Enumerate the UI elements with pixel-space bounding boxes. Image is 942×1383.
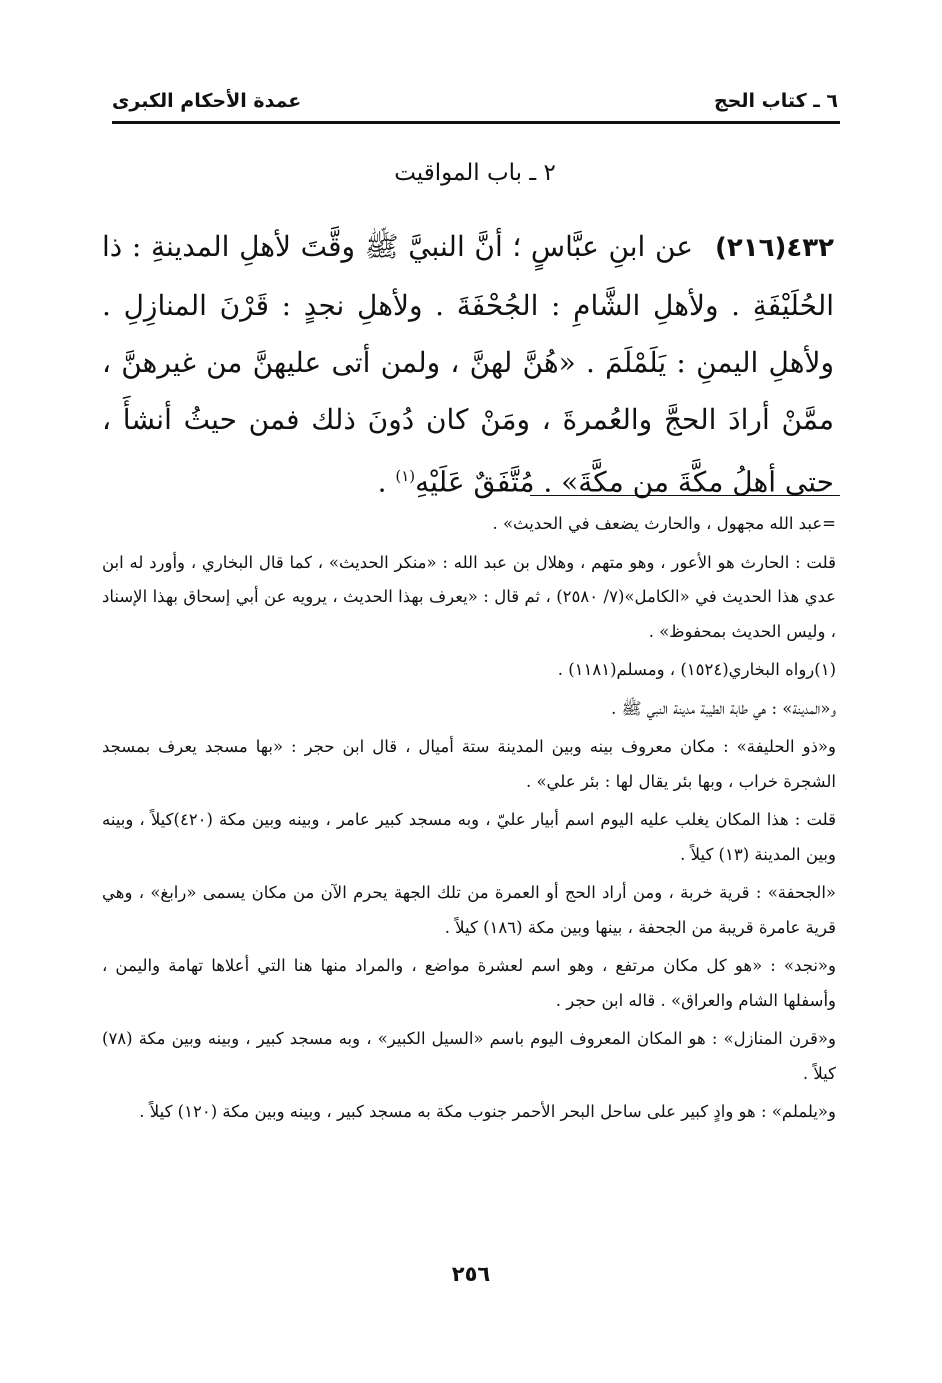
hadith-end-mark: . <box>377 465 387 499</box>
book-title: عمدة الأحكام الكبرى <box>112 90 302 112</box>
note-paragraph: قلت : الحارث هو الأعور ، وهو متهم ، وهلال بن عبد الله : «منكر الحديث» ، كما قال البخاري ، وأورد له ابن عدي هذا الحديث في «الكامل»(٧/ ٢٥٨٠) ، ثم قال : «يعرف بهذا الحديث ، يرويه عن أبي إسحاق بهذا الإسناد ، وليس الحديث بمحفوظ» . <box>102 552 837 641</box>
footnotes <box>102 507 836 1134</box>
note-paragraph: قلت : هذا المكان يغلب عليه اليوم اسم أبيار عليّ ، وبه مسجد كبير عامر ، وبينه وبين مكة (٤٢٠)كيلاً ، وبينه وبين المدينة (١٣) كيلاً . <box>102 810 836 864</box>
footnote-continuation: =عبد الله مجهول ، والحارث يضعف في الحديث» . <box>492 514 836 533</box>
note-paragraph: و«يلملم» : هو وادٍ كبير على ساحل البحر الأحمر جنوب مكة به مسجد كبير ، وبينه وبين مكة (١٢٠) كيلاً . <box>139 1102 836 1121</box>
note-paragraph: و«نجد» : «هو كل مكان مرتفع ، وهو اسم لعشرة مواضع ، والمراد منها هنا التي أعلاها تهامة واليمن ، وأسفلها الشام والعراق» . قاله ابن حجر . <box>102 956 836 1010</box>
footnote-1: (١)رواه البخاري(١٥٢٤) ، ومسلم(١١٨١) . <box>557 660 836 679</box>
header-rule <box>112 121 840 124</box>
page-number: ٢٥٦ <box>451 1262 491 1286</box>
note-paragraph: «الجحفة» : قرية خربة ، ومن أراد الحج أو العمرة من تلك الجهة يحرم الآن من مكان يسمى «رابغ» ، وهي قرية عامرة قريبة من الجحفة ، بينها وبين مكة (١٨٦) كيلاً . <box>102 883 836 937</box>
note-paragraph: و«ذو الحليفة» : مكان معروف بينه وبين المدينة ستة أميال ، قال ابن حجر : «بها مسجد يعرف بمسجد الشجرة خراب ، وبها بئر يقال لها : بئر علي» . <box>102 737 836 791</box>
running-header <box>112 82 838 122</box>
note-paragraph: و«المدينة» : هي طابة الطيبة مدينة النبي ﷺ . <box>611 698 836 718</box>
hadith-text: عن ابنِ عبَّاسٍ ؛ أنَّ النبيَّ ﷺ وقَّتَ لأهلِ المدينةِ : ذا الحُلَيْفَةِ . ولأهلِ الشَّامِ : الجُحْفَةَ . ولأهلِ نجدٍ : قَرْنَ المنازِلِ . ولأهلِ اليمنِ : يَلَمْلَمَ . «هُنَّ لهنَّ ، ولمن أتى عليهنَّ من غيرهنَّ ، ممَّنْ أرادَ الحجَّ والعُمرةَ ، ومَنْ كان دُونَ ذلك فمن حيثُ أنشأَ ، حتى أهلُ مكَّةَ من مكَّةَ» . مُتَّفَقٌ عَلَيْهِ <box>102 230 834 499</box>
footnote-rule <box>530 495 840 496</box>
hadith-sub-number: (٢١٦) <box>715 233 787 263</box>
section-title: ٢ ـ باب المواقيت <box>394 160 556 186</box>
note-paragraph: و«قرن المنازل» : هو المكان المعروف اليوم باسم «السيل الكبير» ، وبه مسجد كبير ، وبينه وبين مكة (٧٨) كيلاً . <box>102 1029 836 1083</box>
hadith-block <box>102 218 834 510</box>
footnote-ref: (١) <box>395 467 416 485</box>
chapter-heading: ٦ ـ كتاب الحج <box>713 90 838 112</box>
hadith-number: ٤٣٢ <box>786 233 834 263</box>
